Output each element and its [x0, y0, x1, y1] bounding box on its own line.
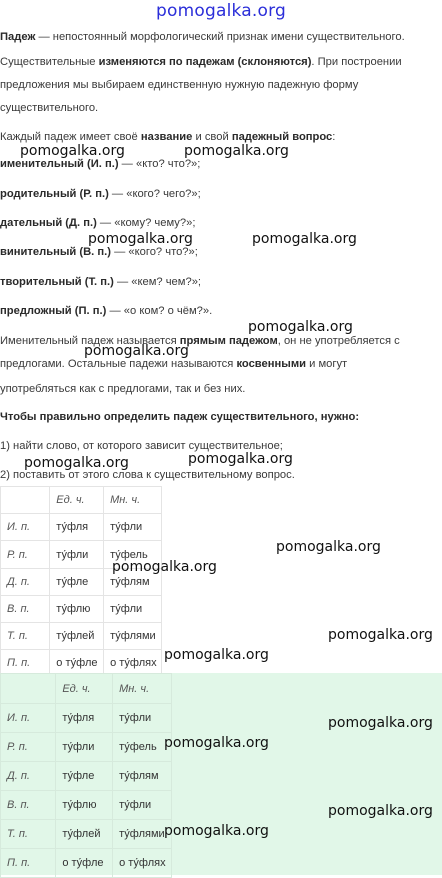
- case-name: именительный (И. п.): [0, 158, 119, 170]
- intro-text: . При построении: [311, 56, 402, 68]
- watermark: pomogalka.org: [328, 803, 433, 819]
- case-question: — «кому? чему?»;: [96, 217, 196, 229]
- table-row: [1, 514, 162, 541]
- direct-text: Именительный падеж называется: [0, 335, 180, 347]
- table-cell: ту́флей: [50, 623, 104, 650]
- watermark: pomogalka.org: [328, 715, 433, 731]
- table-cell: П. п.: [1, 650, 50, 677]
- table-row: [1, 849, 172, 878]
- table-cell: И. п.: [1, 514, 50, 541]
- watermark: pomogalka.org: [24, 455, 129, 471]
- table-row: [1, 704, 172, 733]
- watermark: pomogalka.org: [276, 539, 381, 555]
- table-cell: ту́фли: [113, 704, 172, 733]
- watermark: pomogalka.org: [20, 143, 125, 159]
- watermark: pomogalka.org: [112, 559, 217, 575]
- case-table: [0, 486, 162, 677]
- case-dative: [0, 217, 195, 229]
- intro-text: Существительные: [0, 56, 99, 68]
- case-genitive: [0, 188, 201, 200]
- table-row: [1, 596, 162, 623]
- cases-intro-bold: название: [140, 131, 193, 143]
- table-cell: ту́флю: [50, 596, 104, 623]
- watermark: pomogalka.org: [184, 143, 289, 159]
- watermark: pomogalka.org: [248, 319, 353, 335]
- direct-line-2: [0, 355, 442, 373]
- intro-line-1: [0, 28, 442, 46]
- table-cell: о ту́флях: [104, 650, 162, 677]
- table-row: [1, 820, 172, 849]
- table-cell: ту́фли: [104, 596, 162, 623]
- table-cell: ту́флю: [56, 791, 113, 820]
- table-cell: ту́фель: [104, 541, 162, 569]
- case-nominative: [0, 158, 200, 170]
- cases-intro-text: :: [332, 131, 336, 143]
- intro-line-2: [0, 53, 442, 71]
- table-header-cell: Ед. ч.: [56, 674, 113, 704]
- case-question: — «кого? чего?»;: [108, 188, 201, 200]
- table-cell: Т. п.: [1, 623, 50, 650]
- watermark: pomogalka.org: [328, 627, 433, 643]
- table-cell: ту́флей: [56, 820, 113, 849]
- case-question: — «кем? чем?»;: [113, 276, 202, 288]
- howto-step-1: 1) найти слово, от которого зависит существительное;: [0, 440, 283, 452]
- table-cell: ту́фли: [56, 733, 113, 762]
- table-cell: ту́флями: [113, 820, 172, 849]
- cases-intro-text: Каждый падеж имеет своё: [0, 131, 141, 143]
- table-header-row: [1, 487, 162, 514]
- cases-intro-text: и свой: [192, 131, 232, 143]
- watermark: pomogalka.org: [164, 823, 269, 839]
- howto-step-2: 2) поставить от этого слова к существительному вопрос.: [0, 469, 295, 481]
- table-cell: Д. п.: [1, 762, 56, 791]
- table-cell: ту́фле: [50, 569, 104, 596]
- intro-bold: изменяются по падежам (склоняются): [98, 56, 312, 68]
- watermark: pomogalka.org: [88, 231, 193, 247]
- table-row: [1, 762, 172, 791]
- table-cell: ту́флям: [113, 762, 172, 791]
- table-cell: ту́фля: [50, 514, 104, 541]
- direct-text: и могут: [305, 358, 348, 370]
- watermark: pomogalka.org: [252, 231, 357, 247]
- watermark: pomogalka.org: [164, 735, 269, 751]
- intro-line-4: существительного.: [0, 102, 99, 114]
- table-cell: ту́флями: [104, 623, 162, 650]
- table-cell: В. п.: [1, 791, 56, 820]
- direct-line-3: употребляться как с предлогами, так и без них.: [0, 383, 246, 395]
- table-cell: о ту́фле: [50, 650, 104, 677]
- intro-text: — непостоянный морфологический признак имени существительного.: [35, 31, 405, 43]
- table-cell: ту́фли: [104, 514, 162, 541]
- watermark: pomogalka.org: [188, 451, 293, 467]
- table-cell: ту́фля: [56, 704, 113, 733]
- term-padezh: Падеж: [0, 31, 36, 43]
- case-question: — «кого? что?»;: [111, 246, 198, 258]
- table-header-cell: Мн. ч.: [104, 487, 162, 514]
- intro-line-3: предложения мы выбираем единственную нужную падежную форму: [0, 79, 359, 91]
- table-cell: ту́фли: [50, 541, 104, 569]
- case-name: предложный (П. п.): [0, 305, 107, 317]
- table-cell: о ту́фле: [56, 849, 113, 878]
- case-question: — «о ком? о чём?».: [106, 305, 213, 317]
- table-cell: ту́фель: [113, 733, 172, 762]
- site-logo[interactable]: pomogalka.org: [156, 1, 286, 21]
- table-row: [1, 733, 172, 762]
- table-cell: ту́фле: [56, 762, 113, 791]
- table-cell: И. п.: [1, 704, 56, 733]
- table-cell: Р. п.: [1, 733, 56, 762]
- table-cell: ту́фли: [113, 791, 172, 820]
- case-question: — «кто? что?»;: [118, 158, 201, 170]
- table-row: [1, 791, 172, 820]
- case-name: родительный (Р. п.): [0, 188, 109, 200]
- howto-title: Чтобы правильно определить падеж существительного, нужно:: [0, 411, 360, 423]
- table-cell: о ту́флях: [113, 849, 172, 878]
- table-header-cell: [1, 487, 50, 514]
- table-header-cell: Ед. ч.: [50, 487, 104, 514]
- case-name: творительный (Т. п.): [0, 276, 114, 288]
- table-header-cell: Мн. ч.: [113, 674, 172, 704]
- case-name: винительный (В. п.): [0, 246, 111, 258]
- direct-line-1: [0, 332, 442, 350]
- case-instrumental: [0, 276, 201, 288]
- watermark: pomogalka.org: [84, 343, 189, 359]
- case-name: дательный (Д. п.): [0, 217, 97, 229]
- table-header-cell: [1, 674, 56, 704]
- table-cell: ту́флям: [104, 569, 162, 596]
- direct-bold: прямым падежом: [179, 335, 278, 347]
- table-header-row: [1, 674, 172, 704]
- table-cell: П. п.: [1, 849, 56, 878]
- cases-intro-bold: падежный вопрос: [231, 131, 333, 143]
- case-table-highlighted: [0, 673, 172, 878]
- table-cell: Д. п.: [1, 569, 50, 596]
- table-cell: В. п.: [1, 596, 50, 623]
- watermark: pomogalka.org: [164, 647, 269, 663]
- direct-text: , он не употребляется с: [277, 335, 400, 347]
- table-cell: Р. п.: [1, 541, 50, 569]
- case-prepositional: [0, 305, 212, 317]
- direct-bold: косвенными: [236, 358, 306, 370]
- direct-text: предлогами. Остальные падежи называются: [0, 358, 237, 370]
- table-row: [1, 623, 162, 650]
- case-accusative: [0, 246, 198, 258]
- table-cell: Т. п.: [1, 820, 56, 849]
